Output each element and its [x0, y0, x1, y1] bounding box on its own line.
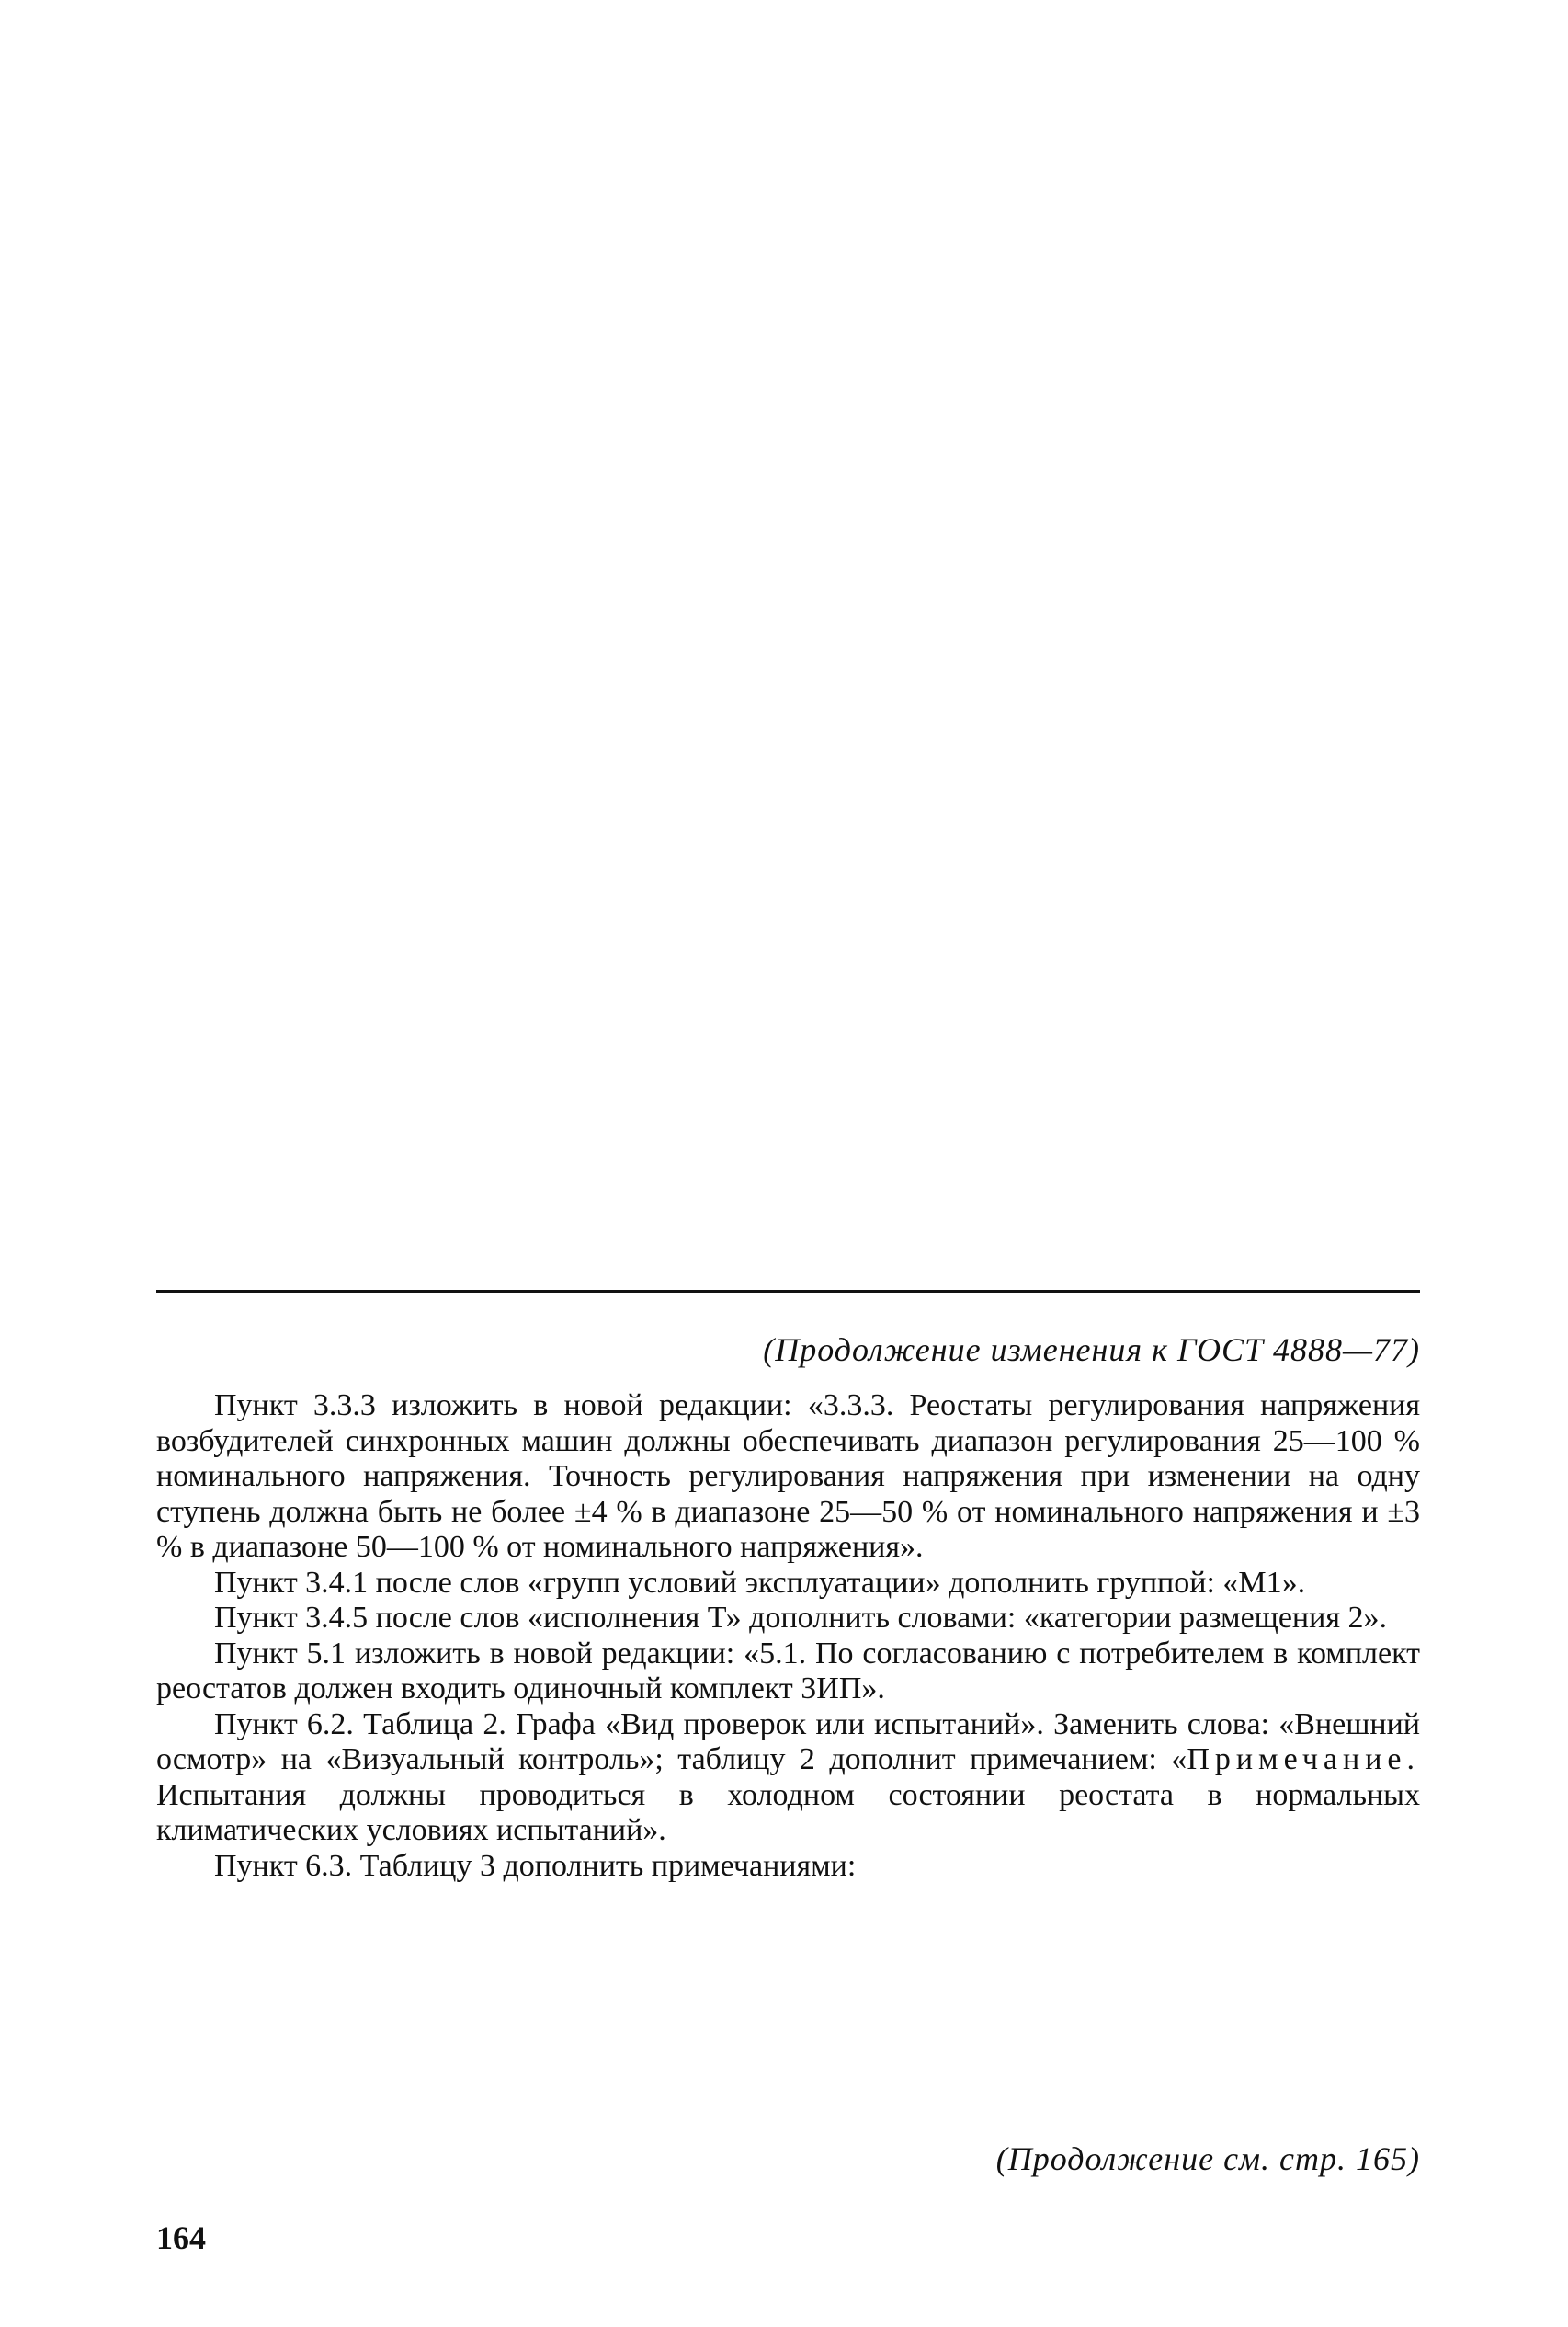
- top-rule: [156, 1290, 1420, 1293]
- document-body: [156, 1388, 1420, 1884]
- paragraph-3-4-1: Пункт 3.4.1 после слов «групп условий эксплуатации» дополнить группой: «М1».: [214, 1565, 1306, 1600]
- paragraph-6-2-note-text: Испытания должны проводиться в холодном состоянии реостата в нормальных климатических условиях испытаний».: [156, 1777, 1420, 1847]
- continuation-header: (Продолжение изменения к ГОСТ 4888—77): [763, 1331, 1420, 1368]
- paragraph-6-3: Пункт 6.3. Таблицу 3 дополнить примечаниями:: [214, 1848, 857, 1883]
- continuation-footer: (Продолжение см. стр. 165): [995, 2140, 1420, 2177]
- paragraph-6-2-text: Пункт 6.2. Таблица 2. Графа «Вид проверок или испытаний». Заменить слова: «Внешний осмотр» на «Визуальный контроль»; таблицу 2 дополнит примечанием: «: [156, 1706, 1420, 1776]
- paragraph-3-3-3: Пункт 3.3.3 изложить в новой редакции: «3.3.3. Реостаты регулирования напряжения возбудителей синхронных машин должны обеспечивать диапазон регулирования 25—100 % номинального напряжения. Точность регулирования напряжения при изменении на одну ступень должна быть не более ±4 % в диапазоне 25—50 % от номинального напряжения и ±3 % в диапазоне 50—100 % от номинального напряжения».: [156, 1388, 1420, 1564]
- note-word: Примечание.: [1187, 1742, 1420, 1776]
- page-number: 164: [156, 2219, 206, 2256]
- paragraph-3-4-5: Пункт 3.4.5 после слов «исполнения Т» дополнить словами: «категории размещения 2».: [214, 1601, 1387, 1635]
- paragraph-6-2: [156, 1707, 1420, 1849]
- paragraph-5-1: Пункт 5.1 изложить в новой редакции: «5.1. По согласованию с потребителем в комплект реостатов должен входить одиночный комплект ЗИП».: [156, 1636, 1420, 1705]
